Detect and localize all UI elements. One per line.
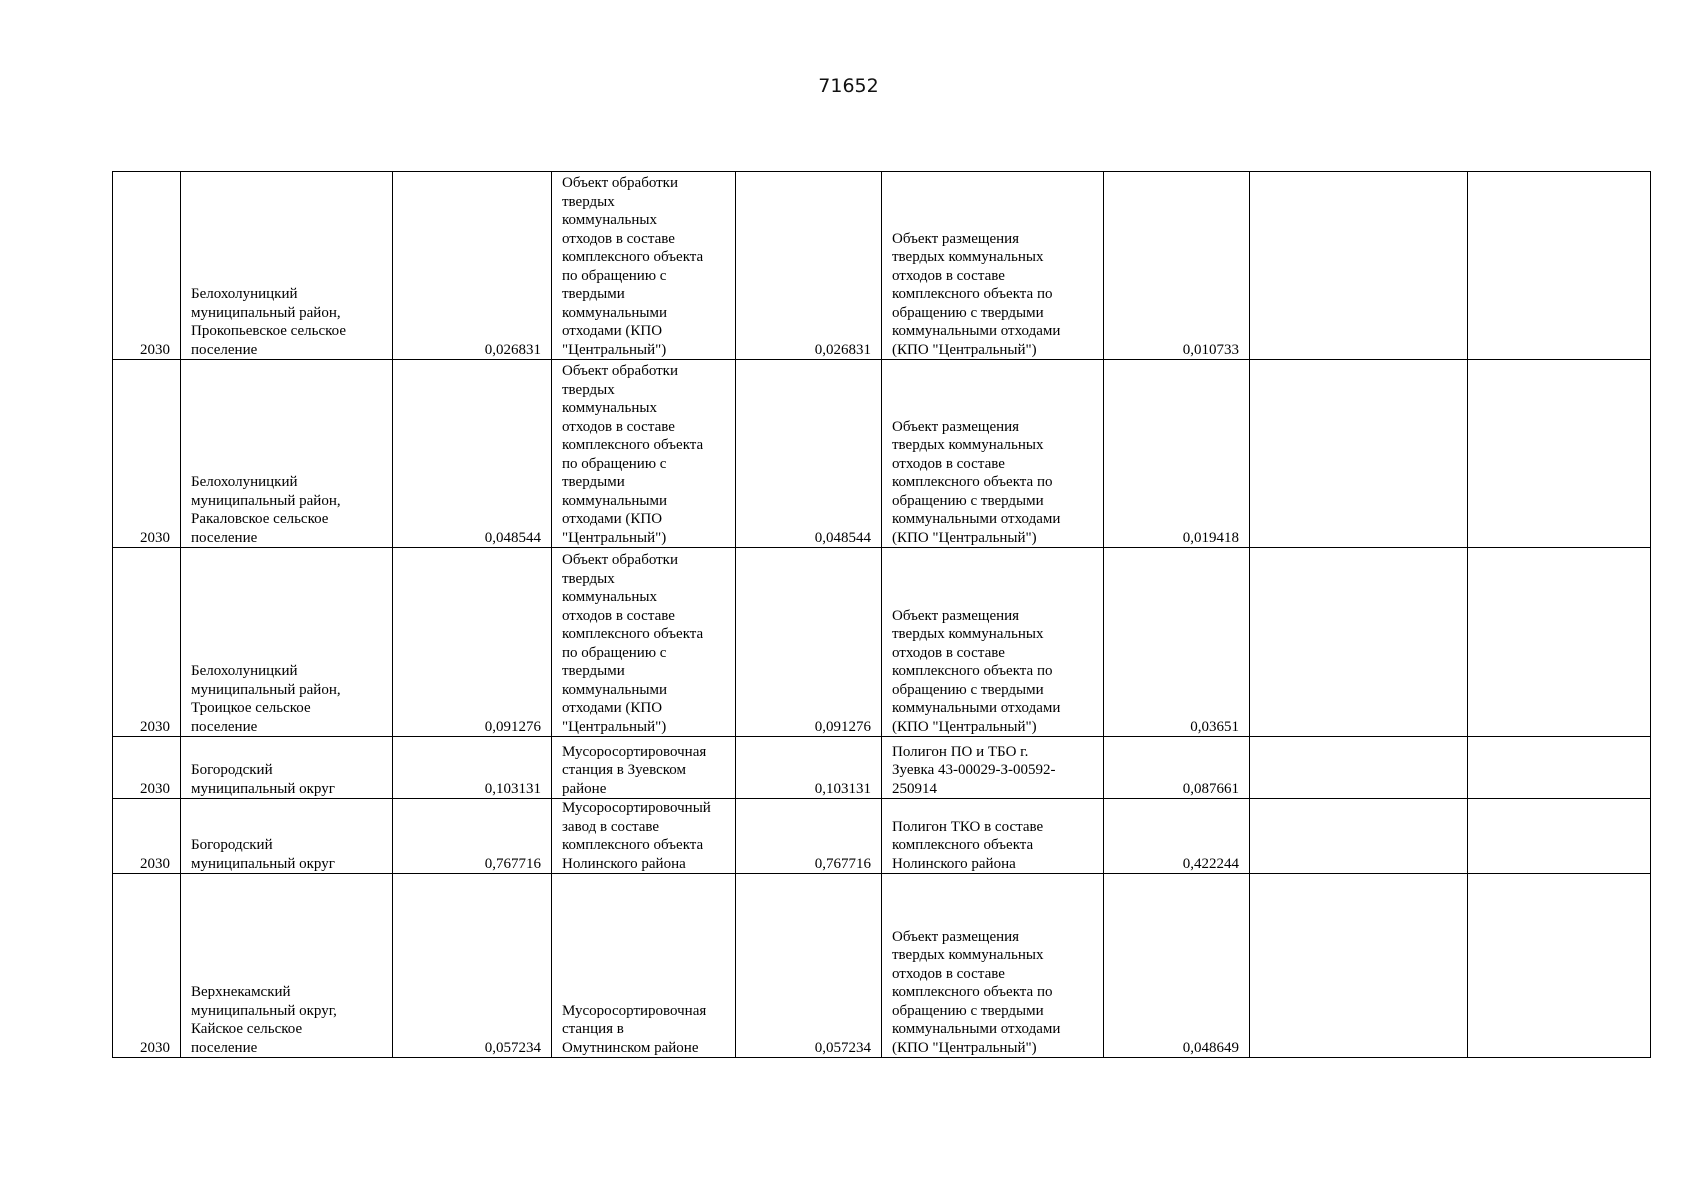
page-number: 71652 <box>818 75 879 97</box>
empty-cell <box>1468 360 1651 548</box>
territory-cell: Богородский муниципальный округ <box>181 737 393 799</box>
processing-object-cell: Объект обработки твердых коммунальных отходов в составе комплексного объекта по обращению с твердыми коммунальными отходами (КПО "Центральный") <box>552 360 736 548</box>
empty-cell <box>1468 874 1651 1058</box>
empty-cell <box>1250 737 1468 799</box>
territory-cell: Белохолуницкий муниципальный район, Ракаловское сельское поселение <box>181 360 393 548</box>
volume-cell: 0,103131 <box>393 737 552 799</box>
year-cell: 2030 <box>113 548 181 737</box>
year-cell: 2030 <box>113 172 181 360</box>
placement-volume-cell: 0,422244 <box>1104 799 1250 874</box>
year-cell: 2030 <box>113 799 181 874</box>
table-row <box>113 799 1651 874</box>
processing-volume-cell: 0,048544 <box>736 360 882 548</box>
territory-cell: Верхнекамский муниципальный округ, Кайское сельское поселение <box>181 874 393 1058</box>
placement-volume-cell: 0,03651 <box>1104 548 1250 737</box>
processing-object-cell: Мусоросортировочная станция в Омутнинском районе <box>552 874 736 1058</box>
empty-cell <box>1250 172 1468 360</box>
table-row <box>113 360 1651 548</box>
volume-cell: 0,057234 <box>393 874 552 1058</box>
processing-volume-cell: 0,103131 <box>736 737 882 799</box>
empty-cell <box>1468 172 1651 360</box>
table-row <box>113 737 1651 799</box>
processing-object-cell: Объект обработки твердых коммунальных отходов в составе комплексного объекта по обращению с твердыми коммунальными отходами (КПО "Центральный") <box>552 172 736 360</box>
placement-object-cell: Объект размещения твердых коммунальных отходов в составе комплексного объекта по обращению с твердыми коммунальными отходами (КПО "Центральный") <box>882 172 1104 360</box>
processing-volume-cell: 0,767716 <box>736 799 882 874</box>
territory-cell: Белохолуницкий муниципальный район, Троицкое сельское поселение <box>181 548 393 737</box>
placement-volume-cell: 0,010733 <box>1104 172 1250 360</box>
processing-volume-cell: 0,026831 <box>736 172 882 360</box>
volume-cell: 0,767716 <box>393 799 552 874</box>
placement-object-cell: Объект размещения твердых коммунальных отходов в составе комплексного объекта по обращению с твердыми коммунальными отходами (КПО "Центральный") <box>882 360 1104 548</box>
empty-cell <box>1468 737 1651 799</box>
table-row <box>113 874 1651 1058</box>
placement-volume-cell: 0,019418 <box>1104 360 1250 548</box>
empty-cell <box>1250 799 1468 874</box>
volume-cell: 0,026831 <box>393 172 552 360</box>
table-row <box>113 172 1651 360</box>
placement-object-cell: Объект размещения твердых коммунальных отходов в составе комплексного объекта по обращению с твердыми коммунальными отходами (КПО "Центральный") <box>882 548 1104 737</box>
empty-cell <box>1468 799 1651 874</box>
processing-object-cell: Объект обработки твердых коммунальных отходов в составе комплексного объекта по обращению с твердыми коммунальными отходами (КПО "Центральный") <box>552 548 736 737</box>
territory-cell: Богородский муниципальный округ <box>181 799 393 874</box>
data-table <box>112 171 1651 1058</box>
placement-object-cell: Полигон ПО и ТБО г. Зуевка 43-00029-З-00592- 250914 <box>882 737 1104 799</box>
volume-cell: 0,048544 <box>393 360 552 548</box>
volume-cell: 0,091276 <box>393 548 552 737</box>
placement-object-cell: Объект размещения твердых коммунальных отходов в составе комплексного объекта по обращению с твердыми коммунальными отходами (КПО "Центральный") <box>882 874 1104 1058</box>
empty-cell <box>1250 874 1468 1058</box>
placement-volume-cell: 0,087661 <box>1104 737 1250 799</box>
territory-cell: Белохолуницкий муниципальный район, Прокопьевское сельское поселение <box>181 172 393 360</box>
processing-volume-cell: 0,057234 <box>736 874 882 1058</box>
processing-object-cell: Мусоросортировочный завод в составе комплексного объекта Нолинского района <box>552 799 736 874</box>
placement-object-cell: Полигон ТКО в составе комплексного объекта Нолинского района <box>882 799 1104 874</box>
placement-volume-cell: 0,048649 <box>1104 874 1250 1058</box>
table-row <box>113 548 1651 737</box>
year-cell: 2030 <box>113 737 181 799</box>
empty-cell <box>1250 548 1468 737</box>
processing-object-cell: Мусоросортировочная станция в Зуевском районе <box>552 737 736 799</box>
empty-cell <box>1250 360 1468 548</box>
processing-volume-cell: 0,091276 <box>736 548 882 737</box>
empty-cell <box>1468 548 1651 737</box>
year-cell: 2030 <box>113 874 181 1058</box>
year-cell: 2030 <box>113 360 181 548</box>
